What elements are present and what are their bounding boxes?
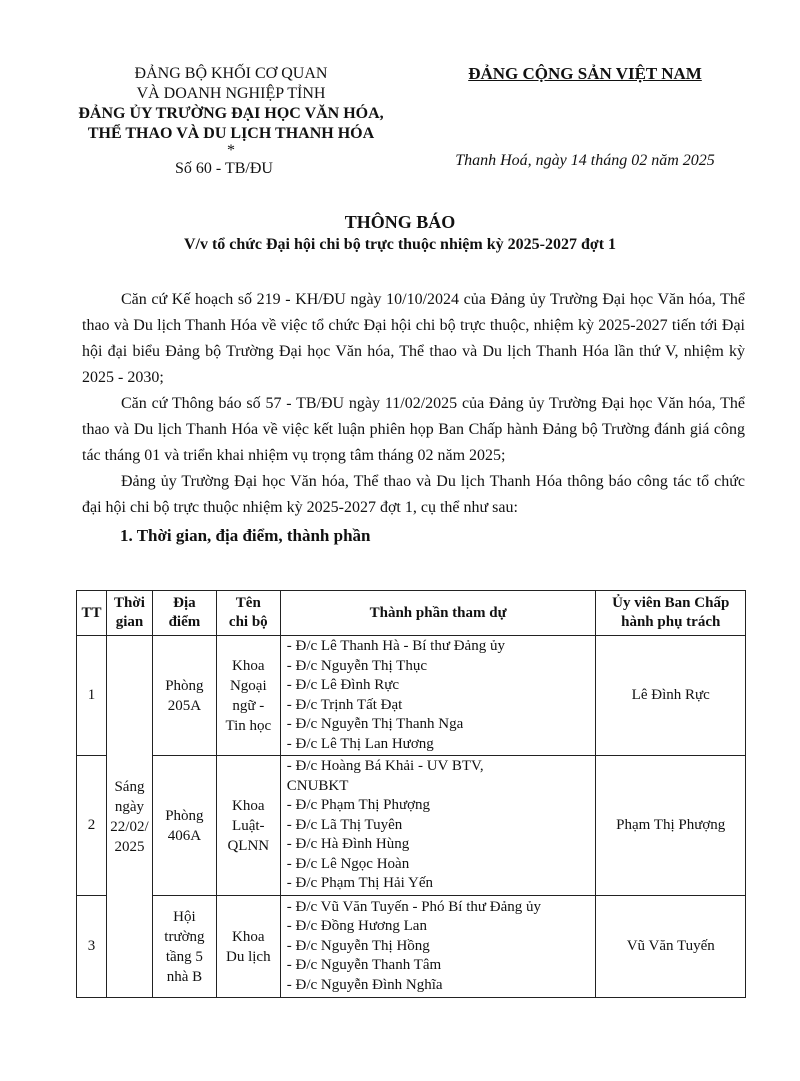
- table-row: [77, 896, 746, 998]
- issuer-line-1: ĐẢNG BỘ KHỐI CƠ QUAN: [134, 65, 328, 82]
- section-heading-1: 1. Thời gian, địa điểm, thành phần: [120, 526, 371, 545]
- row-tt: 2: [77, 756, 107, 896]
- table-header-row: [77, 591, 746, 636]
- row-branch: Khoa Du lịch: [216, 896, 280, 998]
- row-branch: Khoa Ngoại ngữ - Tin học: [216, 636, 280, 756]
- row-place: Phòng 406A: [152, 756, 216, 896]
- document-title: THÔNG BÁO: [344, 212, 456, 232]
- header-time: Thời gian: [106, 591, 152, 636]
- row-place: Phòng 205A: [152, 636, 216, 756]
- header-responsible: Ủy viên Ban Chấp hành phụ trách: [596, 591, 746, 636]
- paragraph-2: Căn cứ Thông báo số 57 - TB/ĐU ngày 11/02/2025 của Đảng ủy Trường Đại học Văn hóa, Thể thao và Du lịch Thanh Hóa về việc kết luận phiên họp Ban Chấp hành Đảng bộ Trường đánh giá công tác tháng 01 và triển khai nhiệm vụ trọng tâm tháng 02 năm 2025;: [82, 395, 745, 464]
- table-row: [77, 756, 746, 896]
- row-place: Hội trường tầng 5 nhà B: [152, 896, 216, 998]
- document-body: [82, 287, 745, 549]
- row-members: - Đ/c Vũ Văn Tuyến - Phó Bí thư Đảng ủy - Đ/c Đồng Hương Lan - Đ/c Nguyễn Thị Hồng - Đ/c Nguyễn Thanh Tâm - Đ/c Nguyễn Đình Nghĩa: [280, 896, 596, 998]
- party-name: ĐẢNG CỘNG SẢN VIỆT NAM: [468, 64, 702, 83]
- row-responsible: Vũ Văn Tuyến: [596, 896, 746, 998]
- schedule-table: [76, 590, 746, 998]
- document-number: Số 60 - TB/ĐU: [175, 160, 273, 177]
- header-branch: Tên chi bộ: [216, 591, 280, 636]
- header-tt: TT: [77, 591, 107, 636]
- header-place: Địa điểm: [152, 591, 216, 636]
- row-tt: 3: [77, 896, 107, 998]
- issuer-line-4: THỂ THAO VÀ DU LỊCH THANH HÓA: [87, 125, 375, 142]
- row-responsible: Lê Đình Rực: [596, 636, 746, 756]
- meeting-time: Sáng ngày 22/02/ 2025: [106, 636, 152, 998]
- row-members: - Đ/c Lê Thanh Hà - Bí thư Đảng ủy - Đ/c Nguyễn Thị Thục - Đ/c Lê Đình Rực - Đ/c Trịnh Tất Đạt - Đ/c Nguyễn Thị Thanh Nga - Đ/c Lê Thị Lan Hương: [280, 636, 596, 756]
- national-header: [440, 64, 730, 170]
- table-row: [77, 636, 746, 756]
- paragraph-3: Đảng ủy Trường Đại học Văn hóa, Thể thao và Du lịch Thanh Hóa thông báo công tác tổ chức đại hội chi bộ trực thuộc nhiệm kỳ 2025-2027 đợt 1, cụ thể như sau:: [82, 473, 745, 516]
- row-branch: Khoa Luật- QLNN: [216, 756, 280, 896]
- row-responsible: Phạm Thị Phượng: [596, 756, 746, 896]
- document-subject: V/v tổ chức Đại hội chi bộ trực thuộc nhiệm kỳ 2025-2027 đợt 1: [183, 236, 617, 253]
- issuer-line-2: VÀ DOANH NGHIỆP TỈNH: [136, 85, 326, 102]
- row-tt: 1: [77, 636, 107, 756]
- document-title-block: [0, 210, 800, 256]
- place-date: Thanh Hoá, ngày 14 tháng 02 năm 2025: [455, 152, 715, 169]
- issuer-block: [40, 64, 422, 180]
- issuer-star: *: [227, 142, 235, 159]
- issuer-line-3: ĐẢNG ỦY TRƯỜNG ĐẠI HỌC VĂN HÓA,: [78, 105, 384, 122]
- row-members: - Đ/c Hoàng Bá Khải - UV BTV, CNUBKT - Đ/c Phạm Thị Phượng - Đ/c Lã Thị Tuyên - Đ/c Hà Đình Hùng - Đ/c Lê Ngọc Hoàn - Đ/c Phạm Thị Hải Yến: [280, 756, 596, 896]
- header-members: Thành phần tham dự: [280, 591, 596, 636]
- paragraph-1: Căn cứ Kế hoạch số 219 - KH/ĐU ngày 10/10/2024 của Đảng ủy Trường Đại học Văn hóa, Thể thao và Du lịch Thanh Hóa về việc tổ chức Đại hội chi bộ trực thuộc, nhiệm kỳ 2025-2027 tiến tới Đại hội đại biểu Đảng bộ Trường Đại học Văn hóa, Thể thao và Du lịch Thanh Hóa lần thứ V, nhiệm kỳ 2025 - 2030;: [82, 291, 745, 386]
